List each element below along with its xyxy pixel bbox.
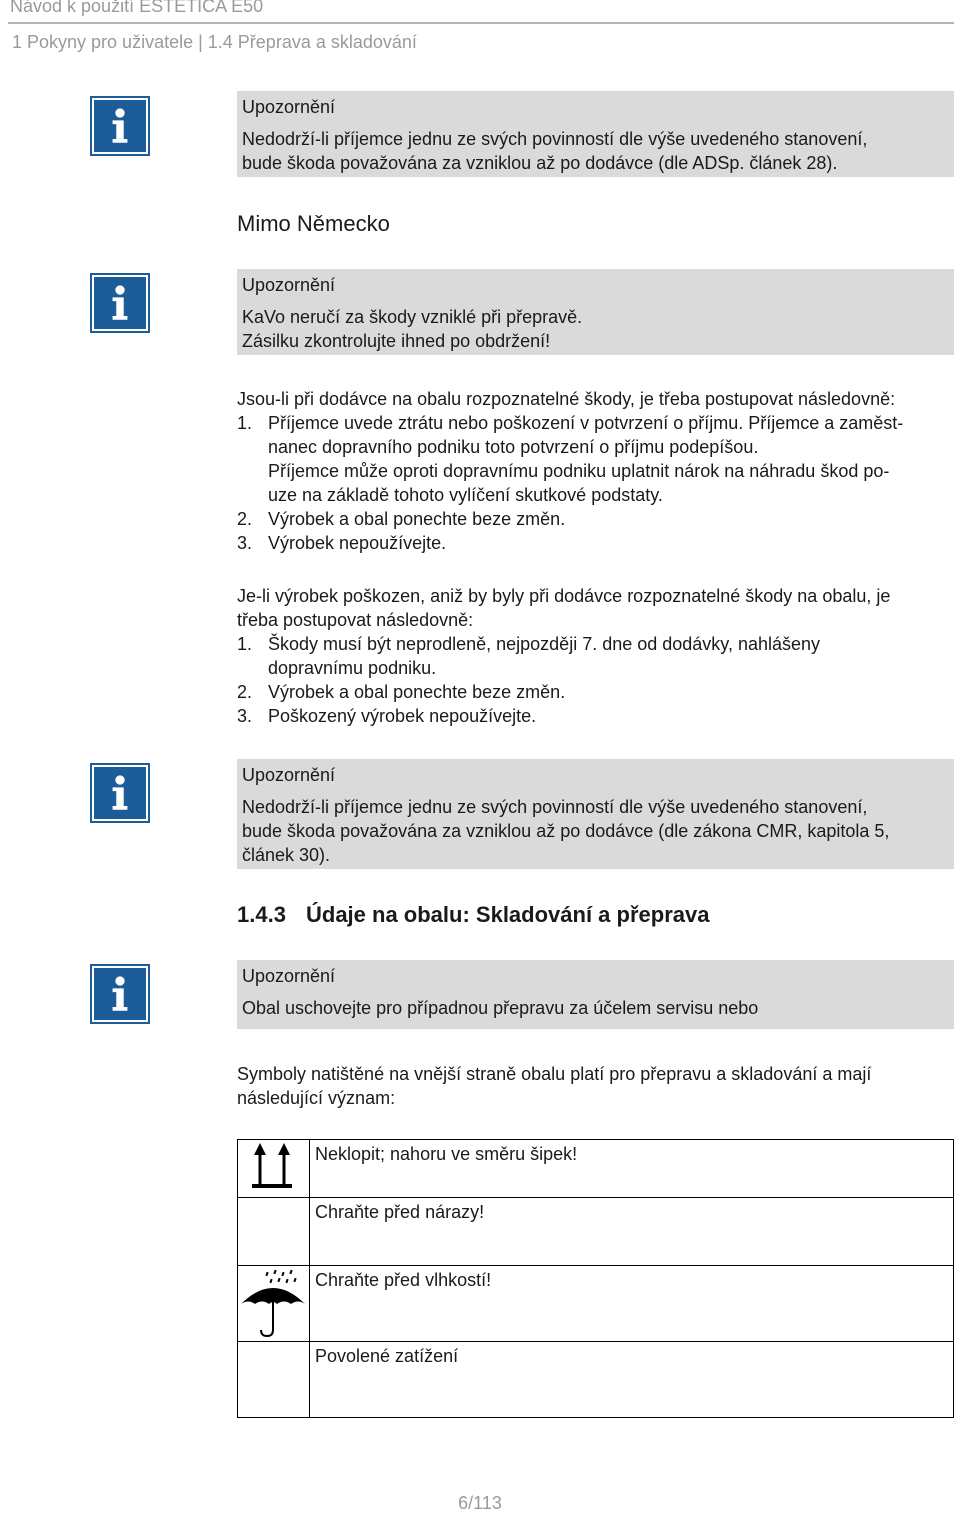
page-number: 6/113 xyxy=(458,1493,502,1513)
paragraph-text: následující význam: xyxy=(237,1088,396,1108)
notice-box xyxy=(237,960,954,1029)
fragile-icon xyxy=(238,1198,308,1264)
notice-text: KaVo neručí za škody vzniklé při přepravě. xyxy=(242,307,583,327)
symbol-description: Chraňte před nárazy! xyxy=(310,1198,954,1266)
list-text: nanec dopravního podniku toto potvrzení o příjmu podepíšou. xyxy=(268,437,759,457)
info-icon xyxy=(92,275,148,331)
list-text: Příjemce může oproti dopravnímu podniku uplatnit nárok na náhradu škod po- xyxy=(268,461,890,481)
table-row xyxy=(238,1342,954,1418)
list-number: 1. xyxy=(237,413,253,433)
list-number: 1. xyxy=(237,634,253,654)
notice-title: Upozornění xyxy=(242,966,336,986)
list-text: Výrobek a obal ponechte beze změn. xyxy=(268,682,566,702)
breadcrumb: 1 Pokyny pro uživatele | 1.4 Přeprava a skladování xyxy=(12,32,417,52)
list-number: 2. xyxy=(237,509,253,529)
notice-text: bude škoda považována za vzniklou až po dodávce (dle zákona CMR, kapitola 5, xyxy=(242,821,890,841)
table-row xyxy=(238,1266,954,1342)
symbol-description: Povolené zatížení xyxy=(310,1342,954,1418)
list-text: Příjemce uvede ztrátu nebo poškození v potvrzení o příjmu. Příjemce a zaměst- xyxy=(268,413,904,433)
symbol-cell xyxy=(238,1342,310,1418)
list-text: Výrobek nepoužívejte. xyxy=(268,533,447,553)
list-item xyxy=(237,632,957,656)
list-item xyxy=(237,411,957,435)
symbols-intro xyxy=(237,1062,957,1110)
keep-dry-umbrella-icon xyxy=(238,1266,308,1340)
symbol-cell xyxy=(238,1198,310,1266)
symbol-description: Chraňte před vlhkostí! xyxy=(310,1266,954,1342)
notice-text: Zásilku zkontrolujte ihned po obdržení! xyxy=(242,331,551,351)
list-number: 2. xyxy=(237,682,253,702)
notice-box xyxy=(237,91,954,177)
list-item xyxy=(237,507,957,531)
notice-text: Nedodrží-li příjemce jednu ze svých povinností dle výše uvedeného stanovení, xyxy=(242,797,868,817)
notice-text: bude škoda považována za vzniklou až po dodávce (dle ADSp. článek 28). xyxy=(242,153,838,173)
hidden-damage-procedure xyxy=(237,584,957,728)
this-way-up-icon xyxy=(238,1140,308,1196)
section-heading: Údaje na obalu: Skladování a přeprava xyxy=(306,902,710,927)
info-icon xyxy=(92,765,148,821)
list-item xyxy=(237,531,957,555)
notice-title: Upozornění xyxy=(242,97,336,117)
table-row xyxy=(238,1140,954,1198)
paragraph-intro: Jsou-li při dodávce na obalu rozpoznatelné škody, je třeba postupovat následovně: xyxy=(237,389,896,409)
notice-text: článek 30). xyxy=(242,845,331,865)
list-text: dopravnímu podniku. xyxy=(268,658,437,678)
packaging-symbols-table xyxy=(237,1139,954,1418)
notice-box xyxy=(237,269,954,355)
info-icon xyxy=(92,98,148,154)
list-text: Škody musí být neprodleně, nejpozději 7. dne od dodávky, nahlášeny xyxy=(268,634,821,654)
header-divider xyxy=(8,22,954,24)
paragraph-intro: Je-li výrobek poškozen, aniž by byly při dodávce rozpoznatelné škody na obalu, je xyxy=(237,586,891,606)
document-title: Návod k použití ESTETICA E50 xyxy=(10,0,264,16)
info-icon xyxy=(92,966,148,1022)
section-heading: Mimo Německo xyxy=(237,211,390,236)
visible-damage-procedure xyxy=(237,387,957,555)
notice-text: Obal uschovejte pro případnou přepravu za účelem servisu nebo xyxy=(242,998,759,1018)
list-item xyxy=(237,704,957,728)
symbol-cell xyxy=(238,1140,310,1198)
list-text: Výrobek a obal ponechte beze změn. xyxy=(268,509,566,529)
symbol-description: Neklopit; nahoru ve směru šipek! xyxy=(310,1140,954,1198)
section-number: 1.4.3 xyxy=(237,902,286,927)
notice-box xyxy=(237,759,954,869)
table-row xyxy=(238,1198,954,1266)
list-text: Poškozený výrobek nepoužívejte. xyxy=(268,706,537,726)
list-item xyxy=(237,680,957,704)
notice-title: Upozornění xyxy=(242,765,336,785)
symbol-cell xyxy=(238,1266,310,1342)
list-number: 3. xyxy=(237,533,253,553)
paragraph-text: Symboly natištěné na vnější straně obalu platí pro přepravu a skladování a mají xyxy=(237,1064,872,1084)
list-text: uze na základě tohoto vylíčení skutkové podstaty. xyxy=(268,485,663,505)
notice-title: Upozornění xyxy=(242,275,336,295)
paragraph-intro: třeba postupovat následovně: xyxy=(237,610,474,630)
stacking-load-icon xyxy=(238,1342,308,1416)
list-number: 3. xyxy=(237,706,253,726)
notice-text: Nedodrží-li příjemce jednu ze svých povinností dle výše uvedeného stanovení, xyxy=(242,129,868,149)
